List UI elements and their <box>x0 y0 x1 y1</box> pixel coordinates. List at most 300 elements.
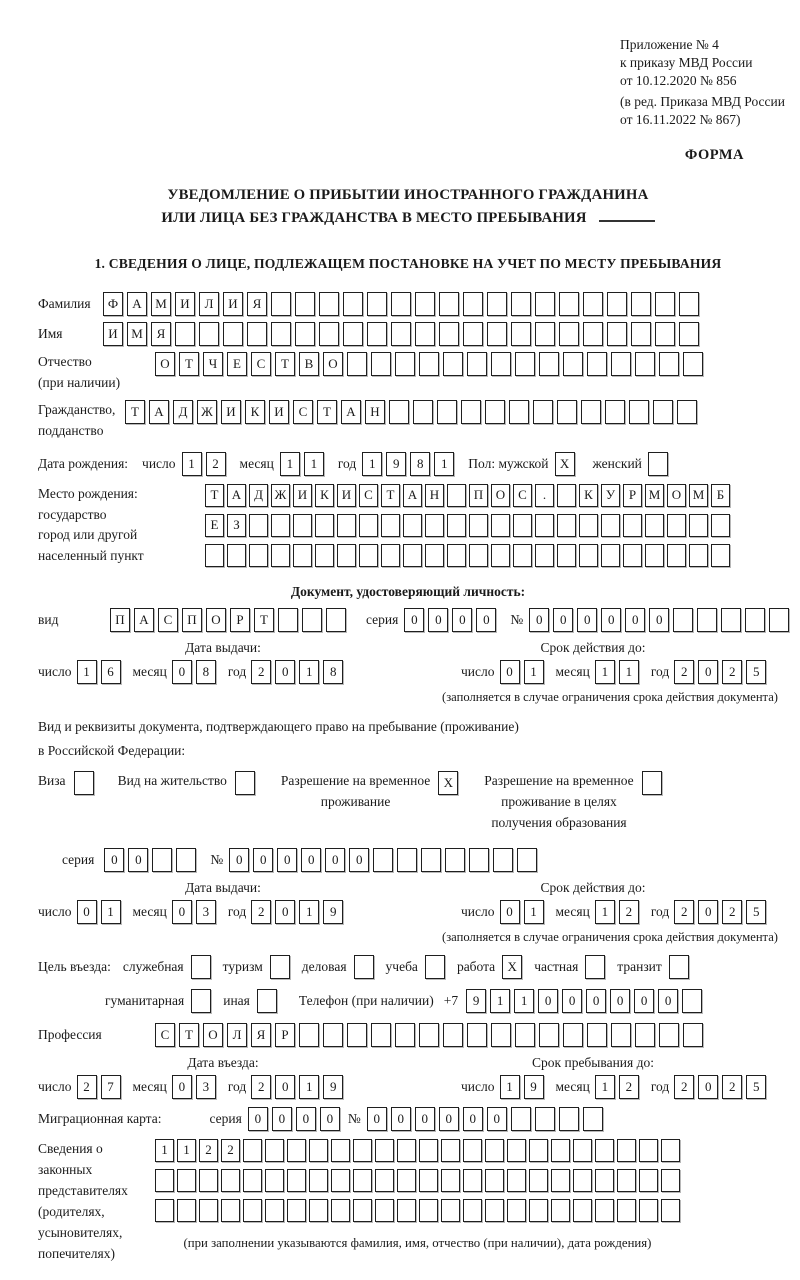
char-cell[interactable]: И <box>337 484 356 507</box>
char-cell[interactable] <box>507 1139 526 1162</box>
char-cell[interactable] <box>309 1199 328 1222</box>
char-cell[interactable]: 2 <box>199 1139 218 1162</box>
char-cell[interactable]: 0 <box>277 848 297 872</box>
char-cell[interactable]: 1 <box>595 1075 615 1099</box>
char-cell[interactable] <box>631 322 651 346</box>
char-cell[interactable]: 2 <box>722 660 742 684</box>
char-cell[interactable]: 1 <box>182 452 202 476</box>
char-cell[interactable] <box>331 1139 350 1162</box>
char-cell[interactable]: О <box>491 484 510 507</box>
char-cell[interactable]: 0 <box>487 1107 507 1131</box>
char-cell[interactable]: 0 <box>415 1107 435 1131</box>
char-cell[interactable] <box>309 1169 328 1192</box>
char-cell[interactable] <box>667 544 686 567</box>
char-cell[interactable]: 0 <box>229 848 249 872</box>
char-cell[interactable]: 0 <box>658 989 678 1013</box>
char-cell[interactable] <box>645 544 664 567</box>
char-cell[interactable]: С <box>251 352 271 376</box>
char-cell[interactable]: 1 <box>434 452 454 476</box>
char-cell[interactable] <box>315 514 334 537</box>
char-cell[interactable] <box>529 1139 548 1162</box>
char-cell[interactable]: 1 <box>524 900 544 924</box>
char-cell[interactable] <box>397 1169 416 1192</box>
char-cell[interactable]: 8 <box>323 660 343 684</box>
char-cell[interactable] <box>587 352 607 376</box>
char-cell[interactable] <box>661 1139 680 1162</box>
char-cell[interactable] <box>243 1199 262 1222</box>
char-cell[interactable] <box>191 989 211 1013</box>
char-cell[interactable]: Л <box>227 1023 247 1047</box>
char-cell[interactable]: 0 <box>367 1107 387 1131</box>
char-cell[interactable]: Д <box>173 400 193 424</box>
char-cell[interactable] <box>769 608 789 632</box>
char-cell[interactable] <box>371 352 391 376</box>
char-cell[interactable] <box>359 544 378 567</box>
char-cell[interactable] <box>302 608 322 632</box>
char-cell[interactable]: Н <box>365 400 385 424</box>
char-cell[interactable]: М <box>151 292 171 316</box>
char-cell[interactable]: 0 <box>172 900 192 924</box>
char-cell[interactable] <box>177 1169 196 1192</box>
char-cell[interactable]: X <box>502 955 522 979</box>
char-cell[interactable]: Р <box>230 608 250 632</box>
char-cell[interactable] <box>265 1139 284 1162</box>
char-cell[interactable] <box>673 608 693 632</box>
char-cell[interactable] <box>623 544 642 567</box>
char-cell[interactable]: 0 <box>649 608 669 632</box>
char-cell[interactable]: 1 <box>595 660 615 684</box>
char-cell[interactable] <box>667 514 686 537</box>
char-cell[interactable]: Т <box>179 1023 199 1047</box>
char-cell[interactable]: 8 <box>196 660 216 684</box>
char-cell[interactable] <box>287 1199 306 1222</box>
char-cell[interactable] <box>437 400 457 424</box>
char-cell[interactable]: 1 <box>77 660 97 684</box>
char-cell[interactable] <box>517 848 537 872</box>
char-cell[interactable] <box>601 514 620 537</box>
char-cell[interactable] <box>721 608 741 632</box>
char-cell[interactable]: Т <box>275 352 295 376</box>
char-cell[interactable]: 9 <box>466 989 486 1013</box>
char-cell[interactable] <box>677 400 697 424</box>
char-cell[interactable] <box>583 1107 603 1131</box>
char-cell[interactable]: 0 <box>553 608 573 632</box>
char-cell[interactable]: 0 <box>698 900 718 924</box>
char-cell[interactable] <box>529 1199 548 1222</box>
char-cell[interactable] <box>199 322 219 346</box>
char-cell[interactable]: Т <box>254 608 274 632</box>
char-cell[interactable] <box>485 400 505 424</box>
char-cell[interactable]: М <box>127 322 147 346</box>
char-cell[interactable]: 0 <box>698 1075 718 1099</box>
char-cell[interactable] <box>573 1139 592 1162</box>
char-cell[interactable] <box>533 400 553 424</box>
char-cell[interactable] <box>175 322 195 346</box>
char-cell[interactable]: 0 <box>500 660 520 684</box>
char-cell[interactable] <box>697 608 717 632</box>
char-cell[interactable] <box>509 400 529 424</box>
char-cell[interactable] <box>557 514 576 537</box>
char-cell[interactable] <box>611 352 631 376</box>
char-cell[interactable] <box>278 608 298 632</box>
char-cell[interactable] <box>661 1169 680 1192</box>
char-cell[interactable]: 9 <box>323 900 343 924</box>
char-cell[interactable] <box>397 848 417 872</box>
char-cell[interactable] <box>573 1169 592 1192</box>
char-cell[interactable] <box>559 292 579 316</box>
char-cell[interactable]: 5 <box>746 660 766 684</box>
char-cell[interactable]: Е <box>205 514 224 537</box>
char-cell[interactable] <box>507 1169 526 1192</box>
char-cell[interactable]: 7 <box>101 1075 121 1099</box>
char-cell[interactable] <box>535 322 555 346</box>
char-cell[interactable] <box>419 1169 438 1192</box>
char-cell[interactable] <box>515 1023 535 1047</box>
char-cell[interactable]: 1 <box>280 452 300 476</box>
char-cell[interactable]: 0 <box>452 608 472 632</box>
char-cell[interactable] <box>689 544 708 567</box>
char-cell[interactable] <box>463 322 483 346</box>
char-cell[interactable]: Т <box>125 400 145 424</box>
char-cell[interactable] <box>227 544 246 567</box>
char-cell[interactable] <box>535 544 554 567</box>
char-cell[interactable] <box>287 1139 306 1162</box>
char-cell[interactable] <box>655 322 675 346</box>
char-cell[interactable]: 1 <box>101 900 121 924</box>
char-cell[interactable]: 2 <box>619 900 639 924</box>
char-cell[interactable]: 0 <box>296 1107 316 1131</box>
char-cell[interactable] <box>659 352 679 376</box>
char-cell[interactable]: Я <box>251 1023 271 1047</box>
char-cell[interactable]: 0 <box>601 608 621 632</box>
char-cell[interactable]: 3 <box>196 900 216 924</box>
char-cell[interactable]: 9 <box>323 1075 343 1099</box>
char-cell[interactable] <box>557 544 576 567</box>
char-cell[interactable]: 1 <box>514 989 534 1013</box>
char-cell[interactable] <box>271 544 290 567</box>
char-cell[interactable] <box>679 292 699 316</box>
char-cell[interactable]: 1 <box>524 660 544 684</box>
char-cell[interactable]: Е <box>227 352 247 376</box>
char-cell[interactable]: 0 <box>577 608 597 632</box>
char-cell[interactable] <box>319 322 339 346</box>
char-cell[interactable] <box>347 352 367 376</box>
char-cell[interactable] <box>397 1199 416 1222</box>
char-cell[interactable]: Р <box>275 1023 295 1047</box>
char-cell[interactable] <box>413 400 433 424</box>
char-cell[interactable] <box>639 1169 658 1192</box>
char-cell[interactable] <box>585 955 605 979</box>
char-cell[interactable]: А <box>227 484 246 507</box>
char-cell[interactable] <box>539 352 559 376</box>
char-cell[interactable]: 0 <box>610 989 630 1013</box>
char-cell[interactable] <box>74 771 94 795</box>
char-cell[interactable] <box>563 1023 583 1047</box>
char-cell[interactable] <box>249 514 268 537</box>
char-cell[interactable]: 1 <box>619 660 639 684</box>
char-cell[interactable]: 0 <box>463 1107 483 1131</box>
char-cell[interactable] <box>152 848 172 872</box>
char-cell[interactable]: 0 <box>301 848 321 872</box>
char-cell[interactable] <box>367 292 387 316</box>
char-cell[interactable]: 0 <box>128 848 148 872</box>
char-cell[interactable]: 0 <box>634 989 654 1013</box>
char-cell[interactable]: 2 <box>221 1139 240 1162</box>
char-cell[interactable]: 0 <box>253 848 273 872</box>
char-cell[interactable] <box>419 1199 438 1222</box>
char-cell[interactable]: X <box>438 771 458 795</box>
char-cell[interactable]: 0 <box>562 989 582 1013</box>
char-cell[interactable] <box>617 1169 636 1192</box>
char-cell[interactable] <box>389 400 409 424</box>
char-cell[interactable]: Т <box>381 484 400 507</box>
char-cell[interactable] <box>375 1139 394 1162</box>
char-cell[interactable] <box>623 514 642 537</box>
char-cell[interactable] <box>579 514 598 537</box>
char-cell[interactable]: А <box>127 292 147 316</box>
char-cell[interactable]: 1 <box>299 1075 319 1099</box>
char-cell[interactable] <box>415 292 435 316</box>
char-cell[interactable] <box>309 1139 328 1162</box>
char-cell[interactable]: 0 <box>538 989 558 1013</box>
char-cell[interactable] <box>176 848 196 872</box>
char-cell[interactable]: 0 <box>349 848 369 872</box>
char-cell[interactable] <box>635 352 655 376</box>
char-cell[interactable] <box>617 1139 636 1162</box>
char-cell[interactable]: Я <box>247 292 267 316</box>
char-cell[interactable] <box>265 1199 284 1222</box>
char-cell[interactable]: 0 <box>320 1107 340 1131</box>
char-cell[interactable] <box>511 1107 531 1131</box>
char-cell[interactable]: X <box>555 452 575 476</box>
char-cell[interactable]: Р <box>623 484 642 507</box>
char-cell[interactable] <box>689 514 708 537</box>
char-cell[interactable] <box>559 322 579 346</box>
char-cell[interactable]: Б <box>711 484 730 507</box>
char-cell[interactable] <box>375 1199 394 1222</box>
char-cell[interactable] <box>295 292 315 316</box>
char-cell[interactable]: И <box>293 484 312 507</box>
char-cell[interactable]: 2 <box>251 1075 271 1099</box>
char-cell[interactable]: П <box>469 484 488 507</box>
char-cell[interactable] <box>199 1169 218 1192</box>
char-cell[interactable] <box>443 1023 463 1047</box>
char-cell[interactable] <box>595 1139 614 1162</box>
char-cell[interactable] <box>347 1023 367 1047</box>
char-cell[interactable]: 0 <box>698 660 718 684</box>
char-cell[interactable] <box>515 352 535 376</box>
char-cell[interactable] <box>511 292 531 316</box>
char-cell[interactable] <box>395 352 415 376</box>
char-cell[interactable]: М <box>689 484 708 507</box>
char-cell[interactable]: 5 <box>746 1075 766 1099</box>
char-cell[interactable] <box>395 1023 415 1047</box>
char-cell[interactable] <box>493 848 513 872</box>
char-cell[interactable] <box>441 1169 460 1192</box>
char-cell[interactable] <box>415 322 435 346</box>
char-cell[interactable] <box>425 514 444 537</box>
char-cell[interactable] <box>353 1199 372 1222</box>
char-cell[interactable] <box>557 484 576 507</box>
char-cell[interactable]: 0 <box>428 608 448 632</box>
char-cell[interactable]: И <box>221 400 241 424</box>
char-cell[interactable] <box>295 322 315 346</box>
char-cell[interactable] <box>403 544 422 567</box>
char-cell[interactable]: 0 <box>172 660 192 684</box>
char-cell[interactable]: 5 <box>746 900 766 924</box>
char-cell[interactable] <box>485 1199 504 1222</box>
char-cell[interactable] <box>287 1169 306 1192</box>
char-cell[interactable]: И <box>103 322 123 346</box>
char-cell[interactable]: 0 <box>476 608 496 632</box>
char-cell[interactable]: С <box>155 1023 175 1047</box>
char-cell[interactable] <box>513 514 532 537</box>
char-cell[interactable] <box>711 514 730 537</box>
char-cell[interactable] <box>155 1169 174 1192</box>
char-cell[interactable]: 0 <box>172 1075 192 1099</box>
char-cell[interactable] <box>467 352 487 376</box>
char-cell[interactable] <box>381 514 400 537</box>
char-cell[interactable] <box>563 352 583 376</box>
char-cell[interactable] <box>343 322 363 346</box>
char-cell[interactable] <box>271 322 291 346</box>
char-cell[interactable]: А <box>403 484 422 507</box>
char-cell[interactable] <box>391 322 411 346</box>
char-cell[interactable]: 0 <box>248 1107 268 1131</box>
char-cell[interactable] <box>607 322 627 346</box>
char-cell[interactable]: К <box>245 400 265 424</box>
char-cell[interactable] <box>683 1023 703 1047</box>
char-cell[interactable] <box>249 544 268 567</box>
char-cell[interactable] <box>463 1139 482 1162</box>
char-cell[interactable] <box>439 292 459 316</box>
char-cell[interactable] <box>221 1199 240 1222</box>
char-cell[interactable]: О <box>323 352 343 376</box>
char-cell[interactable] <box>557 400 577 424</box>
char-cell[interactable] <box>559 1107 579 1131</box>
char-cell[interactable]: З <box>227 514 246 537</box>
char-cell[interactable] <box>265 1169 284 1192</box>
char-cell[interactable] <box>447 544 466 567</box>
char-cell[interactable]: 1 <box>490 989 510 1013</box>
char-cell[interactable] <box>583 322 603 346</box>
char-cell[interactable]: . <box>535 484 554 507</box>
char-cell[interactable]: П <box>110 608 130 632</box>
char-cell[interactable]: Т <box>205 484 224 507</box>
char-cell[interactable] <box>659 1023 679 1047</box>
char-cell[interactable] <box>331 1169 350 1192</box>
char-cell[interactable]: И <box>175 292 195 316</box>
char-cell[interactable] <box>587 1023 607 1047</box>
char-cell[interactable]: О <box>206 608 226 632</box>
char-cell[interactable] <box>487 292 507 316</box>
char-cell[interactable] <box>221 1169 240 1192</box>
char-cell[interactable]: 8 <box>410 452 430 476</box>
char-cell[interactable] <box>629 400 649 424</box>
char-cell[interactable]: 1 <box>155 1139 174 1162</box>
char-cell[interactable]: 0 <box>439 1107 459 1131</box>
char-cell[interactable] <box>443 352 463 376</box>
char-cell[interactable] <box>648 452 668 476</box>
char-cell[interactable]: 2 <box>251 660 271 684</box>
char-cell[interactable]: 1 <box>299 660 319 684</box>
char-cell[interactable] <box>485 1169 504 1192</box>
char-cell[interactable]: 0 <box>529 608 549 632</box>
char-cell[interactable] <box>223 322 243 346</box>
char-cell[interactable] <box>421 848 441 872</box>
char-cell[interactable] <box>463 1169 482 1192</box>
char-cell[interactable] <box>529 1169 548 1192</box>
char-cell[interactable]: 0 <box>625 608 645 632</box>
char-cell[interactable]: 1 <box>595 900 615 924</box>
char-cell[interactable]: П <box>182 608 202 632</box>
char-cell[interactable] <box>375 1169 394 1192</box>
char-cell[interactable] <box>397 1139 416 1162</box>
char-cell[interactable] <box>326 608 346 632</box>
char-cell[interactable]: 1 <box>500 1075 520 1099</box>
char-cell[interactable] <box>463 292 483 316</box>
char-cell[interactable]: 0 <box>500 900 520 924</box>
char-cell[interactable] <box>539 1023 559 1047</box>
char-cell[interactable]: 2 <box>674 900 694 924</box>
char-cell[interactable]: Я <box>151 322 171 346</box>
char-cell[interactable]: 2 <box>722 900 742 924</box>
char-cell[interactable] <box>381 544 400 567</box>
char-cell[interactable]: В <box>299 352 319 376</box>
char-cell[interactable] <box>367 322 387 346</box>
char-cell[interactable] <box>491 352 511 376</box>
char-cell[interactable] <box>243 1169 262 1192</box>
char-cell[interactable]: 2 <box>251 900 271 924</box>
char-cell[interactable] <box>247 322 267 346</box>
char-cell[interactable] <box>535 1107 555 1131</box>
char-cell[interactable] <box>271 514 290 537</box>
char-cell[interactable] <box>551 1169 570 1192</box>
char-cell[interactable] <box>243 1139 262 1162</box>
char-cell[interactable] <box>403 514 422 537</box>
char-cell[interactable]: 6 <box>101 660 121 684</box>
char-cell[interactable] <box>391 292 411 316</box>
char-cell[interactable] <box>323 1023 343 1047</box>
char-cell[interactable]: О <box>667 484 686 507</box>
char-cell[interactable] <box>270 955 290 979</box>
char-cell[interactable] <box>635 1023 655 1047</box>
char-cell[interactable] <box>581 400 601 424</box>
char-cell[interactable] <box>595 1169 614 1192</box>
char-cell[interactable]: 2 <box>77 1075 97 1099</box>
char-cell[interactable] <box>535 514 554 537</box>
char-cell[interactable] <box>617 1199 636 1222</box>
char-cell[interactable]: 1 <box>362 452 382 476</box>
char-cell[interactable] <box>487 322 507 346</box>
char-cell[interactable]: Ж <box>271 484 290 507</box>
char-cell[interactable] <box>507 1199 526 1222</box>
char-cell[interactable] <box>679 322 699 346</box>
char-cell[interactable] <box>337 544 356 567</box>
char-cell[interactable] <box>645 514 664 537</box>
char-cell[interactable]: С <box>158 608 178 632</box>
char-cell[interactable] <box>419 1023 439 1047</box>
char-cell[interactable] <box>639 1199 658 1222</box>
char-cell[interactable]: 0 <box>404 608 424 632</box>
char-cell[interactable] <box>205 544 224 567</box>
char-cell[interactable] <box>419 352 439 376</box>
char-cell[interactable] <box>425 544 444 567</box>
char-cell[interactable] <box>299 1023 319 1047</box>
char-cell[interactable]: 0 <box>325 848 345 872</box>
char-cell[interactable]: А <box>134 608 154 632</box>
char-cell[interactable]: 1 <box>299 900 319 924</box>
